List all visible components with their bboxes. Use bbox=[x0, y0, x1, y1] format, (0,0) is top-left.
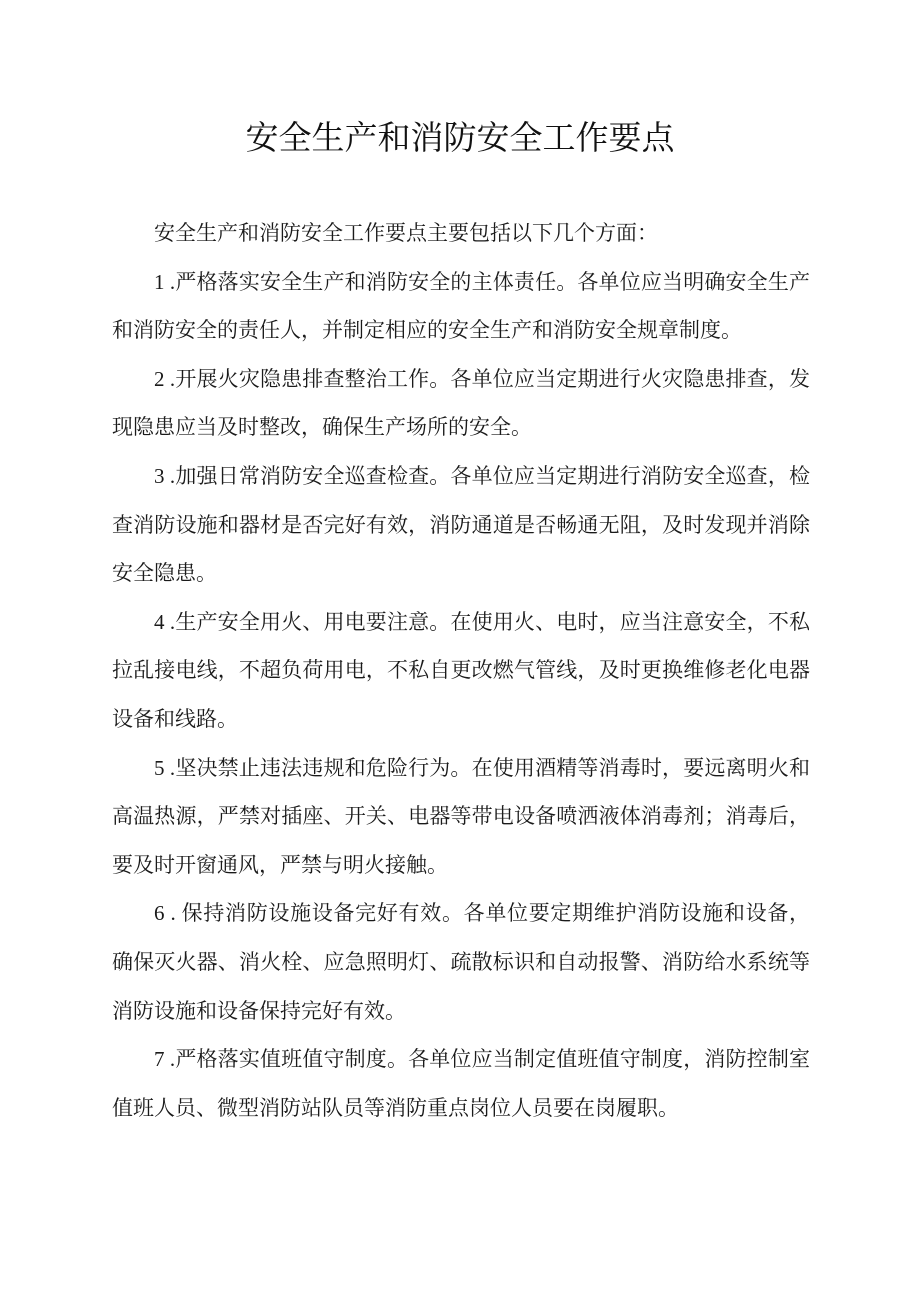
item-number: 6 . bbox=[154, 901, 182, 926]
item-number: 4 . bbox=[154, 609, 176, 634]
list-item-1 bbox=[112, 258, 810, 355]
list-item-6 bbox=[112, 889, 810, 1035]
item-text: 坚决禁止违法违规和危险行为。在使用酒精等消毒时，要远离明火和高温热源，严禁对插座、开关、电器等带电设备喷洒液体消毒剂；消毒后，要及时开窗通风，严禁与明火接触。 bbox=[112, 755, 811, 877]
list-item-3 bbox=[112, 452, 810, 598]
item-number: 3 . bbox=[154, 463, 176, 488]
item-text: 生产安全用火、用电要注意。在使用火、电时，应当注意安全，不私拉乱接电线，不超负荷用电，不私自更改燃气管线，及时更换维修老化电器设备和线路。 bbox=[112, 609, 811, 731]
list-item-4 bbox=[112, 598, 810, 744]
item-number: 1 . bbox=[154, 269, 176, 294]
list-item-7 bbox=[112, 1035, 810, 1132]
list-item-2 bbox=[112, 355, 810, 452]
item-text: 严格落实安全生产和消防安全的主体责任。各单位应当明确安全生产和消防安全的责任人，并制定相应的安全生产和消防安全规章制度。 bbox=[112, 269, 811, 343]
item-number: 7 . bbox=[154, 1047, 176, 1072]
item-text: 开展火灾隐患排查整治工作。各单位应当定期进行火灾隐患排查，发现隐患应当及时整改，确保生产场所的安全。 bbox=[112, 366, 811, 440]
list-item-5 bbox=[112, 744, 810, 890]
item-number: 5 . bbox=[154, 755, 176, 780]
item-number: 2 . bbox=[154, 366, 176, 391]
document-title: 安全生产和消防安全工作要点 bbox=[245, 118, 675, 157]
item-text: 保持消防设施设备完好有效。各单位要定期维护消防设施和设备，确保灭火器、消火栓、应急照明灯、疏散标识和自动报警、消防给水系统等消防设施和设备保持完好有效。 bbox=[112, 901, 811, 1023]
item-text: 加强日常消防安全巡查检查。各单位应当定期进行消防安全巡查，检查消防设施和器材是否完好有效，消防通道是否畅通无阻，及时发现并消除安全隐患。 bbox=[112, 463, 811, 586]
document-body bbox=[112, 209, 810, 1132]
intro-paragraph: 安全生产和消防安全工作要点主要包括以下几个方面： bbox=[154, 221, 658, 245]
item-text: 严格落实值班值守制度。各单位应当制定值班值守制度，消防控制室值班人员、微型消防站队员等消防重点岗位人员要在岗履职。 bbox=[112, 1047, 811, 1120]
